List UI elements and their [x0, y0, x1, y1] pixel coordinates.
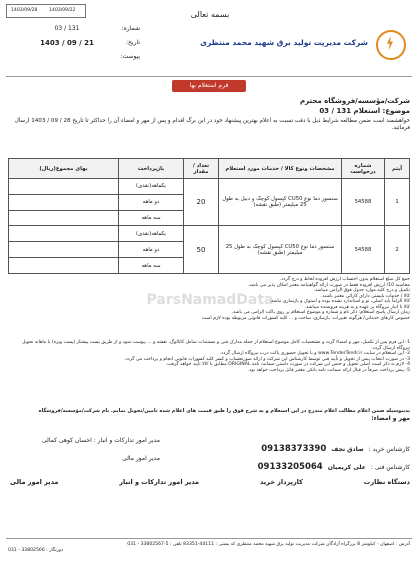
- meta-values: [34, 26, 100, 53]
- receipt-stamp: [6, 4, 86, 18]
- row2-desc: سنسور دما نوع CU50 کپسول کوچک به طول 25 میلیمتر (طبق نقشه): [219, 226, 342, 274]
- table-row: [9, 179, 410, 195]
- num-value: 03 / 131: [54, 25, 80, 32]
- note-a-7: زمان ارسال پاسخ استعلام: ذکر نام و شماره و موضوع استعلام بر روی پاکت الزامی می باشد.: [231, 310, 410, 315]
- row1-pay-1: یکماهه(نقدی): [119, 179, 184, 195]
- basmala: بسمه تعالی: [190, 10, 230, 19]
- row2-pay-3: سه ماهه: [119, 258, 184, 274]
- fax-text: دورنگار : 33802566 - 031: [8, 547, 64, 553]
- row2-total-2[interactable]: [9, 242, 119, 258]
- subject: موضوع: استعلام 131 / 03: [319, 107, 410, 116]
- col-desc: مشخصات ونوع کالا / خدمات مورد استعلام: [219, 159, 342, 179]
- stamp-date-1: 1403/09/28: [11, 8, 38, 13]
- addressee: شرکت/مؤسسه/فروشگاه محترم: [300, 97, 410, 105]
- note-a-1: جمع کل مبلغ استعلام بدون احتساب ارزش افزوده لحاظ و درج گردد.: [279, 277, 410, 282]
- row1-total-1[interactable]: [9, 179, 119, 195]
- row1-desc: سنسور دما نوع CU50 کپسول کوچک و دبیل به طول 25 میلیمتر (طبق نقشه): [219, 179, 342, 226]
- col-total: بهای مجموع(ریال): [9, 159, 119, 179]
- date-value: 1403 / 09 / 21: [40, 38, 94, 47]
- items-table-wrap: [8, 158, 410, 274]
- form-banner: فرم استعلام بها: [172, 80, 246, 92]
- closing-text: بدینوسیله ضمن اعلام مطالب اعلام مندرج در این استعلام و به شرح فوق را طبق قیمت های اعلام شده تامین/تحویل نمایم. نام شرکت/مؤسسه/فروشگاه: [38, 408, 410, 414]
- contact-1-name: صادق نجف: [331, 446, 364, 453]
- manager-2: مدیر امور مالی: [122, 455, 160, 462]
- row1-total-3[interactable]: [9, 210, 119, 226]
- closing-block: [10, 408, 410, 423]
- row1-total-2[interactable]: [9, 194, 119, 210]
- contact-1-role: کارشناس خرید :: [368, 446, 410, 453]
- note-a-5: کالا الزاماً باید اصلی، نو و استاندارد نشده بوده و استوک و بازسازی نباشد.: [269, 299, 410, 304]
- note-a-8: خصوص کارهای خدماتی/ هرگونه تغییرات، بازسازی، ساخت و ... کلیه کسورات قانونی مربوطه بوده لازم است: [201, 315, 410, 321]
- contact-1: [160, 436, 410, 454]
- contact-2-name: علی کریمیان: [327, 464, 366, 471]
- note-b-4: 4- لازم به ذکر است اصلی تحویل و جنس این شرکت در صورت داشتن ضمانت نامه ORIGINAL مطابق با کالا تأیید خواهد گرفت.: [165, 362, 410, 367]
- note-a-2: محاسبه 10/ ارزش افزوده فقط در صورت ارائه گواهینامه معتبر امکان پذیر می باشد.: [248, 282, 410, 288]
- row1-qty: 20: [184, 179, 219, 226]
- note-a-4: کالا / خدمات بایستی دارای کارائی معتبر باشند.: [320, 293, 410, 299]
- company-name: شرکت مدیریت تولید برق شهید محمد منتظری: [200, 38, 368, 47]
- notes-a: [10, 277, 410, 321]
- attach-label: پیوست:: [120, 52, 140, 60]
- row1-pay-2: دو ماهه: [119, 194, 184, 210]
- sig-procurement: مدیر امور تدارکات و انبار: [119, 478, 200, 486]
- row2-qty: 50: [184, 226, 219, 274]
- footer-address: [8, 542, 410, 553]
- note-b-5: 5- پیش پرداخت صرفاً در قبال ارائه ضمانت نامه بانکی معتبر قابل پرداخت خواهد بود.: [247, 367, 410, 373]
- contact-2: [160, 454, 410, 472]
- table-row: [9, 226, 410, 242]
- row1-pay-3: سه ماهه: [119, 210, 184, 226]
- note-b-3: 3- در صورت انتخاب پیش از تحویل و تأیید فنی توسط کارشناس این شرکت و ارائه صورتحساب و کسر کلیه کسورات قانونی انجام و پرداخت می گردد.: [124, 356, 410, 362]
- row2-pay-1: یکماهه(نقدی): [119, 226, 184, 242]
- address-text: آدرس : اصفهان - کیلومتر 8 بزرگراه آزادگان شرکت مدیریت تولید برق شهید محمد منتظری کد پستی : 44111-83351 تلفن : 5-33802567 - 031: [127, 542, 410, 547]
- header-divider: [6, 76, 412, 77]
- row2-total-3[interactable]: [9, 258, 119, 274]
- intro-block: [10, 97, 410, 131]
- row2-req: 54588: [342, 226, 385, 274]
- footer-divider: [6, 538, 412, 539]
- num-label: شماره:: [121, 25, 140, 32]
- sig-supervision: دستگاه نظارت: [363, 478, 410, 486]
- col-req: شماره درخواست: [342, 159, 385, 179]
- footer-sigs: [10, 478, 410, 492]
- note-b-2: 2- این استعلام در سایت www.TenderTendr.ir و یا تحویل حضوری پاکت درب نیروگاه ارسال گردد.: [219, 351, 410, 356]
- col-qty: تعداد / مقدار: [184, 159, 219, 179]
- col-item: آیتم: [385, 159, 410, 179]
- note-a-6: کالا تا انبار نیروگاه بر عهده و به هزینه فروشنده میباشد.: [304, 304, 410, 310]
- stamp-date-2: 1403/09/22: [49, 8, 76, 13]
- row2-item: 2: [385, 226, 410, 274]
- date-label: تاریخ:: [126, 38, 140, 46]
- items-table: [8, 158, 410, 274]
- col-pay: بازپرداخت: [119, 159, 184, 179]
- row1-item: 1: [385, 179, 410, 226]
- sign-label: مهر و امضاء:: [371, 415, 410, 422]
- sig-finance: مدیر امور مالی: [10, 478, 59, 486]
- logo: [376, 30, 406, 60]
- note-b-1: 1- این فرم پس از تکمیل، مهر و امضاء گردد و مشخصات کامل موضوع استعلام از جمله مدارک فنی و مستندات شامل کاتالوگ، نقشه و ... پیوست شود و از طریق پست پیشتاز (پست ویژه) یا ماهانه تحویل نیروگاه ارسال گردد.: [22, 340, 410, 351]
- contact-2-role: کارشناس فنی :: [370, 464, 410, 471]
- row2-pay-2: دو ماهه: [119, 242, 184, 258]
- table-header-row: [9, 159, 410, 179]
- lightning-icon: [387, 36, 393, 50]
- contacts-block: [10, 436, 410, 470]
- row1-req: 54588: [342, 179, 385, 226]
- notes-b: [10, 340, 410, 373]
- watermark: ParsNamadData: [146, 292, 274, 308]
- sig-purchaser: کارپرداز خرید: [259, 478, 303, 486]
- meta-labels: [100, 26, 140, 61]
- contact-1-phone: 09138373390: [261, 444, 327, 454]
- header-block: [0, 24, 418, 82]
- note-a-3: تکمیل و درج کلیه موارد جدول فوق الزامی میباشد.: [313, 288, 410, 293]
- intro-body: خواهشمند است ضمن مطالعه شرایط ذیل با دقت نسبت به اعلام بهترین پیشنهاد خود در این برگ اقدام و پس از مهر و امضاء آن را حداکثر تا تاریخ 28 / 09 / 1403 ارسال فرمائید.: [14, 118, 410, 131]
- contact-2-phone: 09133205064: [257, 462, 323, 472]
- manager-1: مدیر امور تدارکات و انبار : احسان کوهی کمالی: [41, 437, 160, 444]
- row2-total-1[interactable]: [9, 226, 119, 242]
